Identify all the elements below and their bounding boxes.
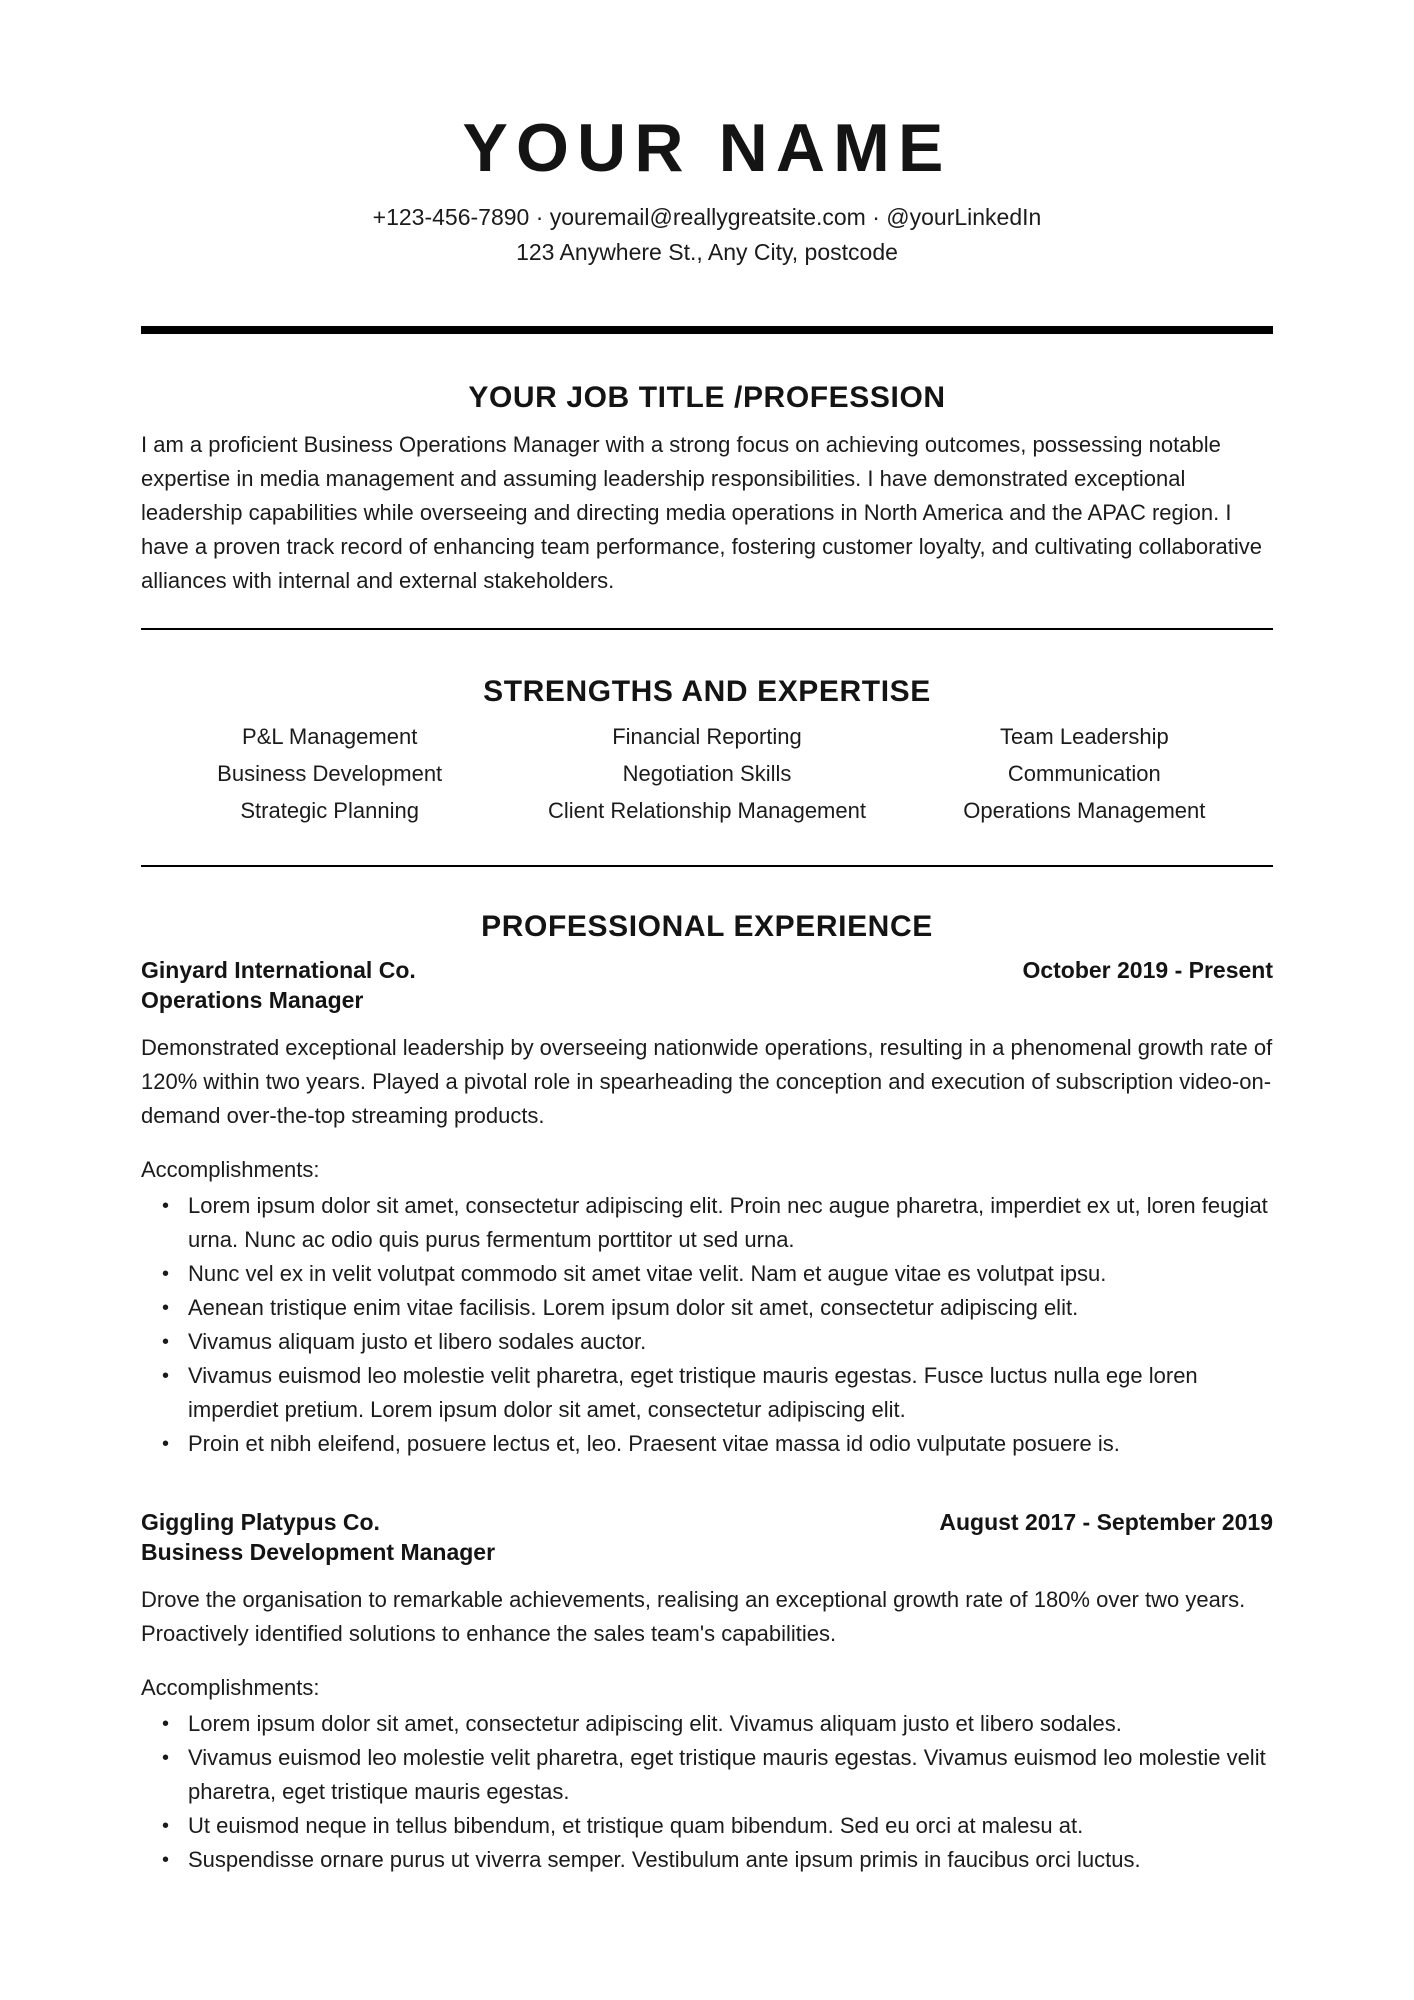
header-divider xyxy=(141,326,1273,334)
contact-info xyxy=(141,200,1273,270)
job-summary: Drove the organisation to remarkable achievements, realising an exceptional growth rate of 180% over two years. Proactively identified solutions to enhance the sales team's capabilities. xyxy=(141,1587,1246,1647)
job-block xyxy=(141,1507,1273,1877)
bullet-item: • Lorem ipsum dolor sit amet, consectetur adipiscing elit. Vivamus aliquam justo et libero sodales. xyxy=(141,1707,1273,1741)
profile-summary: I am a proficient Business Operations Manager with a strong focus on achieving outcomes, possessing notable expertise in media management and assuming leadership responsibilities. I have demonstrated exceptional leadership capabilities while overseeing and directing media operations in North America and the APAC region. I have a proven track record of enhancing team performance, fostering customer loyalty, and cultivating collaborative alliances with internal and external stakeholders. xyxy=(141,432,1262,594)
job-dates: August 2017 - September 2019 xyxy=(939,1509,1273,1536)
skill-item: Team Leadership xyxy=(999,724,1169,750)
skills-column-2 xyxy=(518,718,895,829)
skill-item: P&L Management xyxy=(242,724,418,750)
skill-item: Business Development xyxy=(217,761,443,787)
job-block xyxy=(141,955,1273,1461)
job-header xyxy=(141,955,1273,985)
bullet-item: • Lorem ipsum dolor sit amet, consectetur adipiscing elit. Proin nec augue pharetra, imperdiet ex ut, loren feugiat urna. Nunc ac odio quis purus fermentum porttitor ut sed urna. xyxy=(141,1189,1273,1257)
bullet-item: • Suspendisse ornare purus ut viverra semper. Vestibulum ante ipsum primis in faucibus orci luctus. xyxy=(141,1843,1273,1877)
bullet-item: • Nunc vel ex in velit volutpat commodo sit amet vitae velit. Nam et augue vitae es volutpat ipsu. xyxy=(141,1257,1273,1291)
skill-item: Negotiation Skills xyxy=(622,761,792,787)
accomplishments-list xyxy=(141,1189,1273,1461)
contact-line-1: +123-456-7890 · youremail@reallygreatsite.com · @yourLinkedIn xyxy=(372,204,1042,231)
bullet-item: • Vivamus euismod leo molestie velit pharetra, eget tristique mauris egestas. Fusce luctus nulla ege loren imperdiet pretium. Lorem ipsum dolor sit amet, consectetur adipiscing elit. xyxy=(141,1359,1273,1427)
skill-item: Operations Management xyxy=(963,798,1206,824)
company-name: Ginyard International Co. xyxy=(141,957,416,984)
strengths-section-heading: STRENGTHS AND EXPERTISE xyxy=(483,675,931,709)
bullet-item: • Aenean tristique enim vitae facilisis. Lorem ipsum dolor sit amet, consectetur adipiscing elit. xyxy=(141,1291,1273,1325)
skill-item: Strategic Planning xyxy=(240,798,419,824)
skill-item: Communication xyxy=(1007,761,1161,787)
job-dates: October 2019 - Present xyxy=(1022,957,1273,984)
contact-line-2: 123 Anywhere St., Any City, postcode xyxy=(516,239,898,266)
bullet-item: • Vivamus aliquam justo et libero sodales auctor. xyxy=(141,1325,1273,1359)
section-divider xyxy=(141,865,1273,867)
job-summary: Demonstrated exceptional leadership by overseeing nationwide operations, resulting in a phenomenal growth rate of 120% within two years. Played a pivotal role in spearheading the conception and execution of subscription video-on-demand over-the-top streaming products. xyxy=(141,1035,1273,1129)
job-role: Business Development Manager xyxy=(141,1539,496,1566)
job-role: Operations Manager xyxy=(141,987,364,1014)
skills-column-3 xyxy=(896,718,1273,829)
skills-grid xyxy=(141,718,1273,829)
accomplishments-list xyxy=(141,1707,1273,1877)
bullet-item: • Vivamus euismod leo molestie velit pharetra, eget tristique mauris egestas. Vivamus euismod leo molestie velit pharetra, eget tristique mauris egestas. xyxy=(141,1741,1273,1809)
skills-column-1 xyxy=(141,718,518,829)
profile-section-heading: YOUR JOB TITLE /PROFESSION xyxy=(468,381,946,415)
skill-item: Client Relationship Management xyxy=(548,798,866,824)
bullet-item: • Ut euismod neque in tellus bibendum, et tristique quam bibendum. Sed eu orci at malesu at. xyxy=(141,1809,1273,1843)
page-title: YOUR NAME xyxy=(462,110,952,186)
section-divider xyxy=(141,628,1273,630)
accomplishments-label: Accomplishments: xyxy=(141,1675,320,1701)
accomplishments-label: Accomplishments: xyxy=(141,1157,320,1183)
company-name: Giggling Platypus Co. xyxy=(141,1509,380,1536)
job-header xyxy=(141,1507,1273,1537)
skill-item: Financial Reporting xyxy=(612,724,802,750)
experience-section-heading: PROFESSIONAL EXPERIENCE xyxy=(481,910,933,944)
bullet-item: • Proin et nibh eleifend, posuere lectus et, leo. Praesent vitae massa id odio vulputate posuere is. xyxy=(141,1427,1273,1461)
